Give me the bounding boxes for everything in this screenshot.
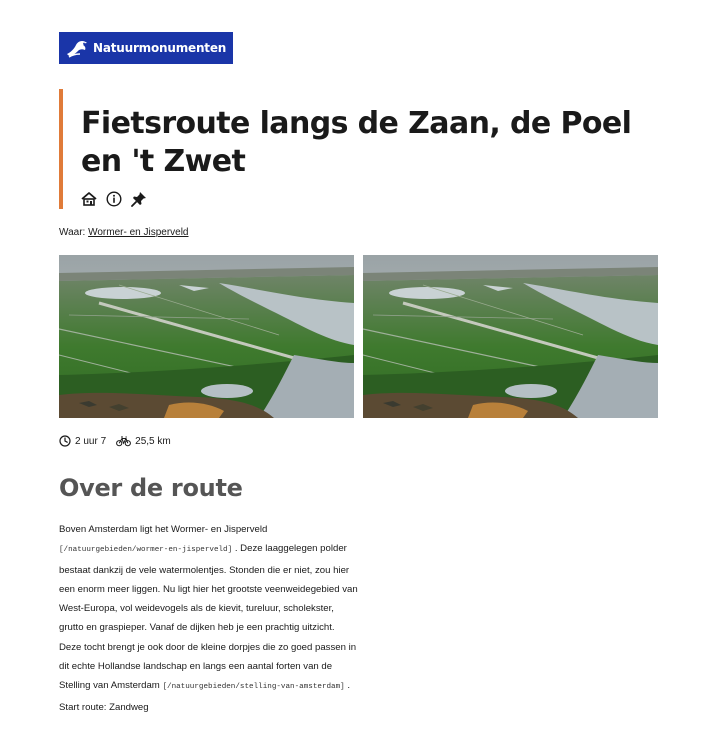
body-part-3: . Start route: Zandweg [59,680,351,713]
house-icon [81,192,97,206]
title-block [59,89,659,209]
body-ref-1: [/natuurgebieden/wormer-en-jisperveld] [59,546,233,555]
body-part-2: . Deze laaggelegen polder bestaat dankzij de vele watermolentjes. Stonden die er niet, zou hier een enorm meer liggen. Nu ligt hier het grootste veenweidegebied van West-Europa, vol weidevogels als de kievit, tureluur, scholekster, grutto en graspieper. Vanaf de dijken heb je een prachtig uitzicht. Deze tocht brengt je ook door de kleine dorpjes die zo goed passen in dit echte Hollandse landschap en langs een aantal forten van de Stelling van Amsterdam [59,543,358,692]
where-label: Waar: [59,227,86,238]
facility-icons [81,191,147,207]
clock-icon [59,435,71,447]
duration-item [59,435,106,447]
section-title: Over de route [59,474,243,502]
distance-item [116,435,171,447]
body-ref-2: [/natuurgebieden/stelling-van-amsterdam] [162,683,345,692]
pin-icon [131,191,147,207]
info-icon [106,191,122,207]
duration-value: 2 uur 7 [75,435,107,447]
bird-logo-icon [65,37,89,59]
body-part-1: Boven Amsterdam ligt het Wormer- en Jisperveld [59,524,268,535]
where-link[interactable]: Wormer- en Jisperveld [88,227,189,238]
route-description [59,520,359,717]
natuurmonumenten-logo[interactable] [59,32,233,64]
bicycle-icon [116,435,131,447]
distance-value: 25,5 km [135,435,171,447]
location-line [59,227,189,238]
logo-text: Natuurmonumenten [93,41,227,55]
route-meta [59,435,171,447]
aerial-polder-photo [59,255,354,418]
aerial-polder-photo [363,255,658,418]
page-title: Fietsroute langs de Zaan, de Poel en 't Zwet [81,106,632,179]
